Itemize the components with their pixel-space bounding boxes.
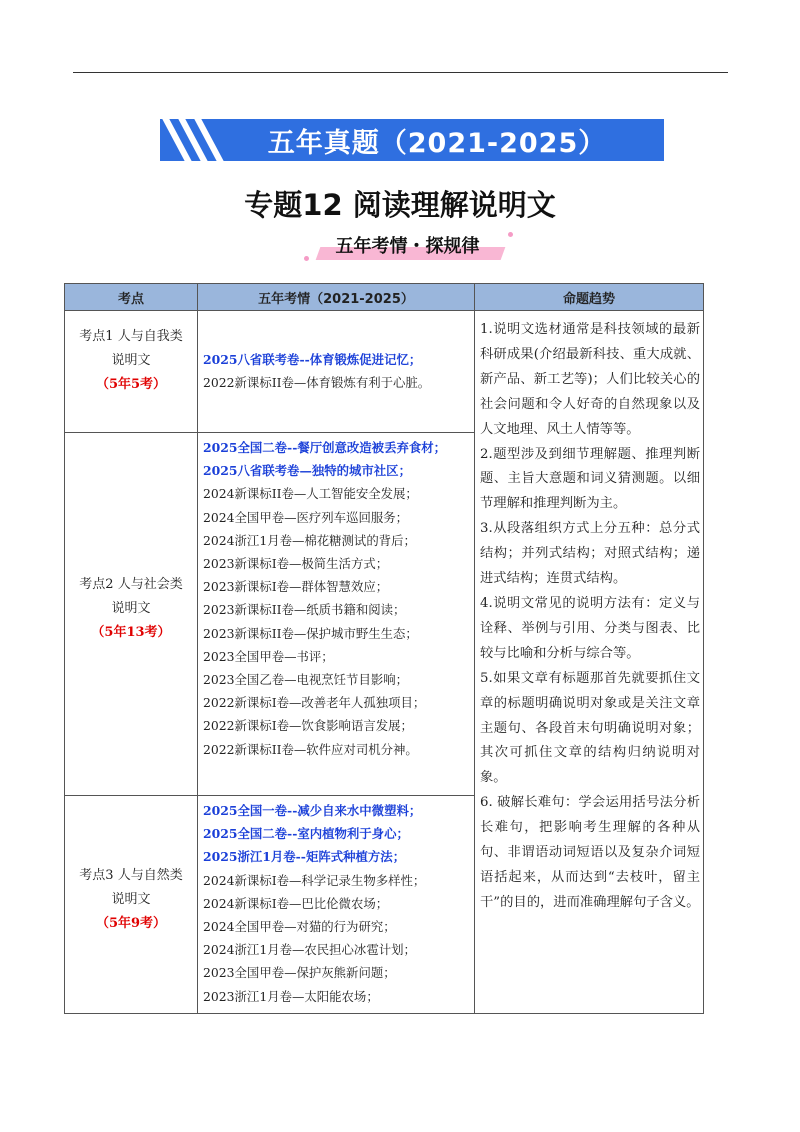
exam-item: 2022新课标II卷—软件应对司机分神。 <box>203 741 418 757</box>
trend-paragraph: 5.如果文章有标题那首先就要抓住文章的标题明确说明对象或是关注文章主题句、各段首末句明确说明对象；其次可抓住文章的结构归纳说明对象。 <box>480 670 700 786</box>
exam-item: 2024全国甲卷—医疗列车巡回服务； <box>203 509 409 525</box>
banner-title: 五年真题（2021-2025） <box>267 127 607 159</box>
exam-item: 2023浙江1月卷—太阳能农场； <box>203 988 379 1004</box>
topic-count: （5年13考） <box>91 625 171 640</box>
exam-item: 2023全国甲卷—书评； <box>203 648 334 664</box>
hot-exam-item: 2025全国二卷--餐厅创意改造被丢弃食材； <box>203 440 447 455</box>
exam-table <box>64 283 704 1014</box>
exam-item: 2023新课标II卷—纸质书籍和阅读； <box>203 602 406 618</box>
trend-paragraph: 2.题型涉及到细节理解题、推理判断题、主旨大意题和词义猜测题。以细节理解和推理判断为主。 <box>480 446 700 512</box>
exam-item: 2022新课标II卷—体育锻炼有利于心脏。 <box>203 375 431 391</box>
header-topic: 考点 <box>65 284 197 310</box>
trend-paragraph: 4.说明文常见的说明方法有：定义与诠释、举例与引用、分类与图表、比较与比喻和分析与综合等。 <box>480 595 700 661</box>
exam-item: 2024新课标I卷—科学记录生物多样性； <box>203 872 426 888</box>
column-divider <box>474 284 475 1013</box>
page-title: 专题12 阅读理解说明文 <box>244 188 556 222</box>
row-divider <box>65 795 474 796</box>
row-divider <box>65 432 474 433</box>
header-rule <box>73 72 728 73</box>
topic-count: （5年9考） <box>95 916 167 931</box>
subtitle-block <box>300 230 515 264</box>
trend-paragraph: 3.从段落组织方式上分五种：总分式结构；并列式结构；对照式结构；递进式结构；连贯式结构。 <box>480 521 700 587</box>
header-divider <box>65 310 703 311</box>
exam-item: 2024全国甲卷—对猫的行为研究； <box>203 919 396 935</box>
topic-label: 说明文 <box>111 892 151 907</box>
hot-exam-item: 2025八省联考卷--体育锻炼促进记忆； <box>203 352 422 367</box>
hot-exam-item: 2025浙江1月卷--矩阵式种植方法； <box>203 849 406 865</box>
trend-paragraph: 1.说明文选材通常是科技领域的最新科研成果(介绍最新科技、重大成就、新产品、新工艺等)；人们比较关心的社会问题和令人好奇的自然现象以及人文地理、风土人情等等。 <box>480 322 700 437</box>
header-cases: 五年考情（2021-2025） <box>198 284 474 310</box>
hot-exam-item: 2025全国一卷--减少自来水中微塑料； <box>203 803 422 818</box>
exam-item: 2023全国甲卷—保护灰熊新问题； <box>203 965 396 981</box>
topic-count: （5年5考） <box>95 377 167 392</box>
exam-item: 2023新课标II卷—保护城市野生生态； <box>203 625 418 641</box>
exam-item: 2024浙江1月卷—农民担心冰雹计划； <box>203 942 416 958</box>
hot-exam-item: 2025全国二卷--室内植物利于身心； <box>203 826 409 842</box>
trend-cell <box>480 318 700 916</box>
title-banner <box>160 119 664 161</box>
exam-item: 2023全国乙卷—电视烹饪节目影响； <box>203 672 409 688</box>
header-trend: 命题趋势 <box>475 284 703 310</box>
exam-item: 2024浙江1月卷—棉花糖测试的背后； <box>203 532 416 548</box>
topic-label: 考点1 人与自我类 <box>79 329 183 344</box>
topic-cell <box>65 864 197 936</box>
exam-item: 2022新课标I卷—饮食影响语言发展； <box>203 718 413 734</box>
topic-label: 考点2 人与社会类 <box>79 577 183 592</box>
cases-cell <box>203 348 465 394</box>
topic-label: 考点3 人与自然类 <box>79 868 183 883</box>
exam-item: 2023新课标I卷—极简生活方式； <box>203 556 389 572</box>
hot-exam-item: 2025八省联考卷—独特的城市社区； <box>203 463 411 479</box>
exam-item: 2023新课标I卷—群体智慧效应； <box>203 579 389 595</box>
cases-cell <box>203 799 465 1008</box>
topic-label: 说明文 <box>111 601 151 616</box>
topic-label: 说明文 <box>111 353 151 368</box>
topic-cell <box>65 325 197 397</box>
exam-item: 2024新课标II卷—人工智能安全发展； <box>203 486 418 502</box>
section-subtitle: 五年考情・探规律 <box>335 236 480 257</box>
exam-item: 2022新课标I卷—改善老年人孤独项目； <box>203 695 426 711</box>
column-divider <box>197 284 198 1013</box>
cases-cell <box>203 436 465 761</box>
exam-item: 2024新课标I卷—巴比伦微农场； <box>203 895 389 911</box>
topic-cell <box>65 573 197 645</box>
trend-paragraph: 6. 破解长难句：学会运用括号法分析长难句，把影响考生理解的各种从句、非谓语动词短语以及复杂介词短语括起来，从而达到“去枝叶，留主干”的目的，进而准确理解句子含义。 <box>480 795 700 910</box>
